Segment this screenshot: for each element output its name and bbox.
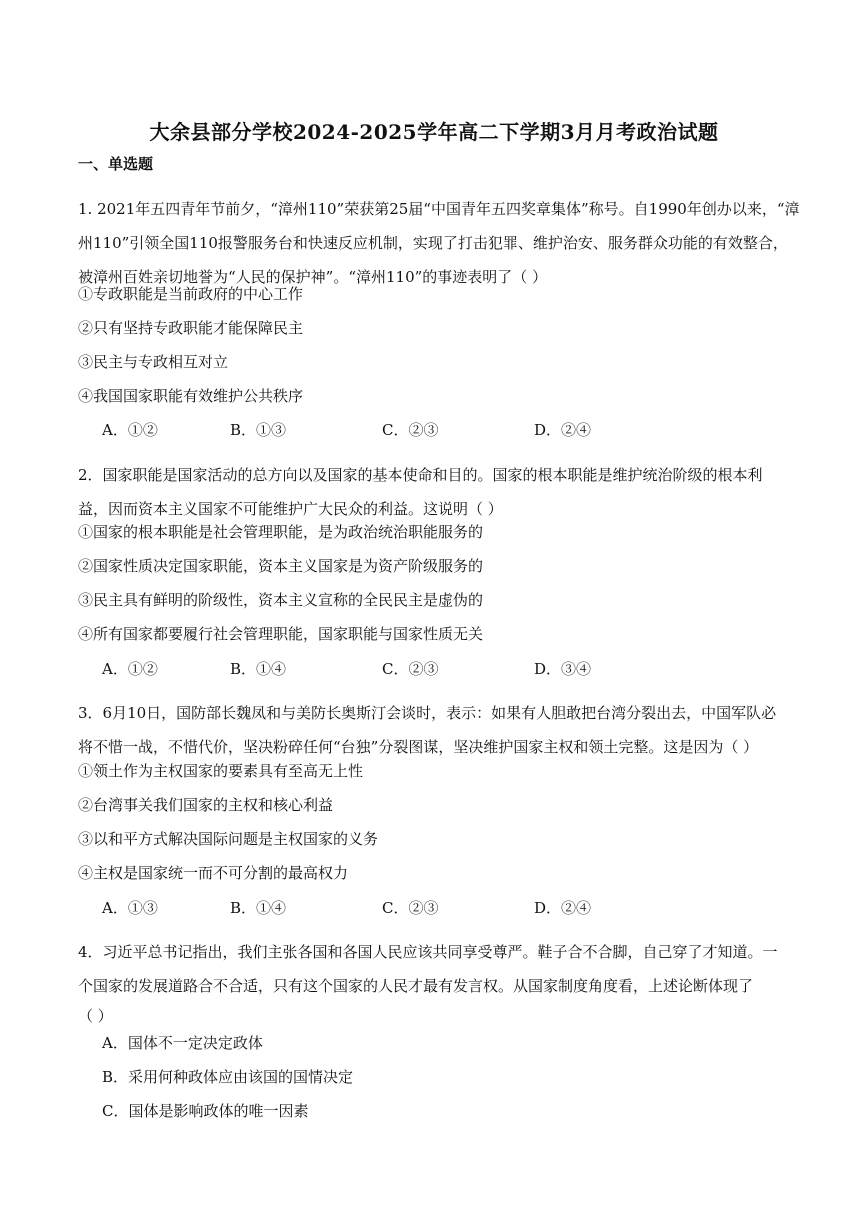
option-statement: ③民主具有鲜明的阶级性，资本主义宣称的全民民主是虚伪的 xyxy=(78,591,484,609)
stem-line: 1. 2021年五四青年节前夕，“漳州110”荣获第25届“中国青年五四奖章集体”称号。自1990年创办以来，“漳 xyxy=(78,200,800,218)
stem-line: 个国家的发展道路合不合适，只有这个国家的人民才最有发言权。从国家制度角度看，上述论断体现了 xyxy=(78,977,754,995)
option-statement: ④我国国家职能有效维护公共秩序 xyxy=(78,387,304,405)
stem-line: 3．6月10日，国防部长魏凤和与美防长奥斯汀会谈时，表示：如果有人胆敢把台湾分裂出去，中国军队必 xyxy=(78,704,777,722)
stem-line: 将不惜一战，不惜代价，坚决粉碎任何“台独”分裂图谋，坚决维护国家主权和领土完整。这是因为（ ） xyxy=(78,738,759,756)
choice-d[interactable]: D．③④ xyxy=(534,660,592,678)
option-statement: ①国家的根本职能是社会管理职能，是为政治统治职能服务的 xyxy=(78,523,484,541)
stem-line: 州110”引领全国110报警服务台和快速反应机制，实现了打击犯罪、维护治安、服务群众功能的有效整合， xyxy=(78,234,788,252)
stem-line: 4．习近平总书记指出，我们主张各国和各国人民应该共同享受尊严。鞋子合不合脚，自己穿了才知道。一 xyxy=(78,943,778,961)
option-statement: ①领土作为主权国家的要素具有至高无上性 xyxy=(78,762,364,780)
stem-line: 2．国家职能是国家活动的总方向以及国家的基本使命和目的。国家的根本职能是维护统治阶级的根本利 xyxy=(78,466,763,484)
choice-b[interactable]: B．①④ xyxy=(230,660,287,678)
choice-a[interactable]: A．①③ xyxy=(102,899,158,917)
choice-d[interactable]: D．②④ xyxy=(534,421,592,439)
option-statement: ③民主与专政相互对立 xyxy=(78,353,229,371)
option-statement: ②只有坚持专政职能才能保障民主 xyxy=(78,319,304,337)
option-statement: ④主权是国家统一而不可分割的最高权力 xyxy=(78,864,349,882)
choice-a[interactable]: A．①② xyxy=(102,660,158,678)
option-statement: ②台湾事关我们国家的主权和核心利益 xyxy=(78,796,334,814)
page-title: 大余县部分学校2024-2025学年高二下学期3月月考政治试题 xyxy=(149,120,719,144)
choice-c[interactable]: C．②③ xyxy=(382,421,439,439)
option-statement: ②国家性质决定国家职能，资本主义国家是为资产阶级服务的 xyxy=(78,557,484,575)
stem-line: （ ） xyxy=(78,1007,113,1025)
stem-line: 益，因而资本主义国家不可能维护广大民众的利益。这说明（ ） xyxy=(78,500,503,518)
stem-line: 被漳州百姓亲切地誉为“人民的保护神”。“漳州110”的事迹表明了（ ） xyxy=(78,268,548,286)
choice-d[interactable]: D．②④ xyxy=(534,899,592,917)
choice-b[interactable]: B．①③ xyxy=(230,421,287,439)
option-statement: ③以和平方式解决国际问题是主权国家的义务 xyxy=(78,830,379,848)
choice-c[interactable]: C．②③ xyxy=(382,899,439,917)
choice-a[interactable]: A．国体不一定决定政体 xyxy=(102,1034,263,1052)
choice-a[interactable]: A．①② xyxy=(102,421,158,439)
choice-c[interactable]: C．②③ xyxy=(382,660,439,678)
choice-b[interactable]: B．采用何种政体应由该国的国情决定 xyxy=(102,1068,354,1086)
option-statement: ④所有国家都要履行社会管理职能，国家职能与国家性质无关 xyxy=(78,625,484,643)
choice-c[interactable]: C．国体是影响政体的唯一因素 xyxy=(102,1102,309,1120)
choice-b[interactable]: B．①④ xyxy=(230,899,287,917)
option-statement: ①专政职能是当前政府的中心工作 xyxy=(78,285,304,303)
section-heading: 一、单选题 xyxy=(78,155,154,173)
